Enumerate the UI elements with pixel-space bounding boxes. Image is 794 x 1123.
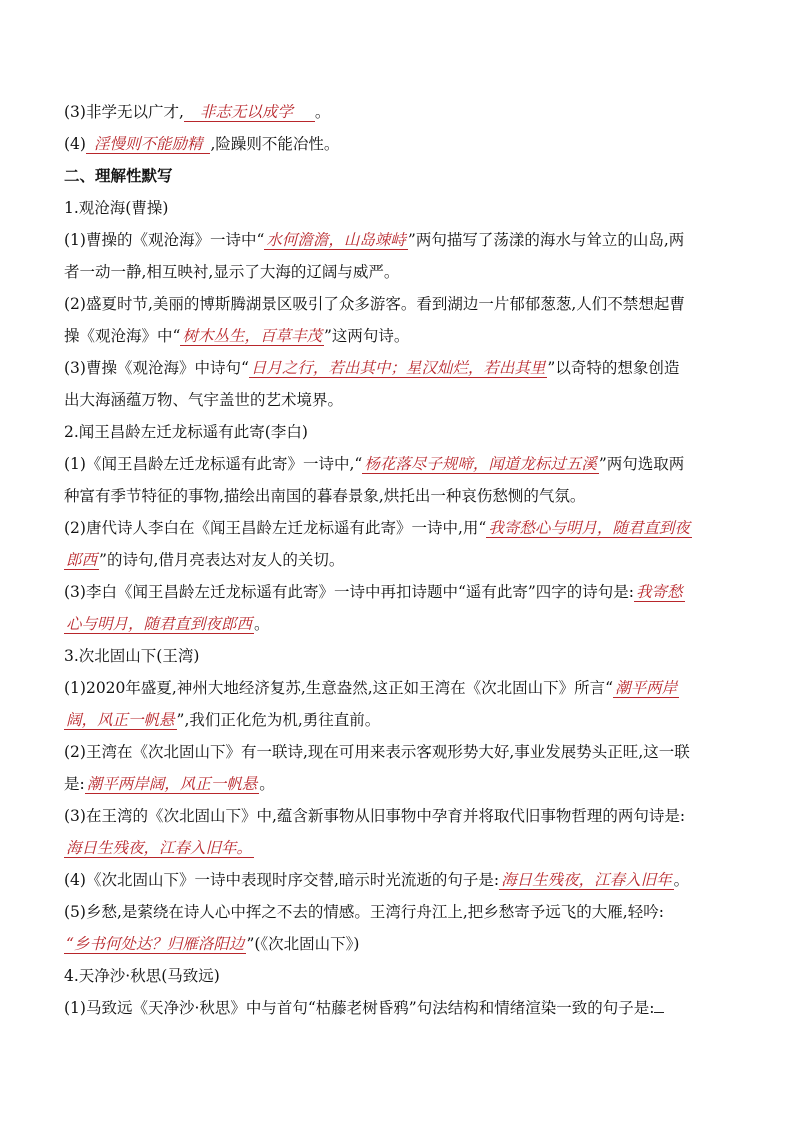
answer-blank: “乡书何处达？归雁洛阳边 [66, 935, 245, 953]
question-line: (3)李白《闻王昌龄左迁龙标遥有此寄》一诗中再扣诗题中“遥有此寄”四字的诗句是: 我寄愁 [64, 583, 683, 601]
section-heading: 二、理解性默写 [64, 166, 173, 185]
text-line: (5)乡愁,是萦绕在诗人心中挥之不去的情感。王湾行舟江上,把乡愁寄予远飞的大雁,轻吟: [64, 903, 664, 921]
answer-blank: 杨花落尽子规啼，闻道龙标过五溪 [364, 455, 597, 473]
question-line: 阔，风正一帆悬 ”,我们正化危为机,勇往直前。 [66, 711, 381, 729]
text-line: 种富有季节特征的事物,描绘出南国的暮春景象,烘托出一种哀伤愁恻的气氛。 [64, 487, 586, 505]
answer-blank: 潮平两岸 [615, 679, 678, 697]
answer-blank: 日月之行，若出其中；星汉灿烂，若出其里 [250, 359, 546, 377]
question-line: “乡书何处达？归雁洛阳边 ”(《次北固山下》) [66, 935, 360, 953]
question-line: 心与明月，随君直到夜郎西 。 [66, 615, 270, 633]
answer-blank [654, 1012, 664, 1013]
text-line: (3)在王湾的《次北固山下》中,蕴含新事物从旧事物中孕育并将取代旧事物哲理的两句诗是: [64, 807, 686, 825]
answer-blank: 海日生残夜，江春入旧年 [501, 871, 672, 889]
answer-blank: 水何澹澹，山岛竦峙 [266, 231, 406, 249]
question-line: (2)唐代诗人李白在《闻王昌龄左迁龙标遥有此寄》一诗中,用“ 我寄愁心与明月，随君直到夜 [64, 519, 690, 537]
question-line: (1)曹操的《观沧海》一诗中“ 水何澹澹，山岛竦峙 ”两句描写了荡漾的海水与耸立的山岛,两 [64, 231, 685, 249]
question-line: (1)2020年盛夏,神州大地经济复苏,生意盎然,这正如王湾在《次北固山下》所言“ 潮平两岸 [64, 679, 678, 697]
question-line: (3)曹操《观沧海》中诗句“ 日月之行，若出其中；星汉灿烂，若出其里 ”以奇特的想象创造 [64, 359, 680, 377]
answer-blank: 淫慢则不能励精 [86, 135, 211, 154]
text-line: (2)盛夏时节,美丽的博斯腾湖景区吸引了众多游客。看到湖边一片郁郁葱葱,人们不禁想起曹 [64, 295, 685, 313]
text-line: 者一动一静,相互映衬,显示了大海的辽阔与威严。 [64, 263, 400, 281]
answer-blank: 海日生残夜，江春入旧年。 [66, 839, 253, 857]
question-line: (1)马致远《天净沙·秋思》中与首句“枯藤老树昏鸦”句法结构和情绪渲染一致的句子是: [64, 998, 736, 1018]
answer-blank: 我寄愁心与明月，随君直到夜 [488, 519, 690, 537]
q4-line: (4) 淫慢则不能励精 ,险躁则不能冶性。 [64, 135, 340, 153]
question-line: 是: 潮平两岸阔，风正一帆悬 。 [64, 775, 275, 793]
text-line: (2)王湾在《次北固山下》有一联诗,现在可用来表示客观形势大好,事业发展势头正旺,这一联 [64, 743, 690, 761]
poem-heading: 3.次北固山下(王湾) [64, 647, 200, 665]
answer-blank: 郎西 [66, 551, 98, 569]
text-line: 出大海涵蕴万物、气宇盖世的艺术境界。 [64, 391, 344, 409]
answer-blank: 我寄愁 [636, 583, 683, 601]
question-line [64, 838, 736, 858]
question-line: (4)《次北固山下》一诗中表现时序交替,暗示时光流逝的句子是: 海日生残夜，江春入旧年 。 [64, 871, 690, 889]
poem-heading: 4.天净沙·秋思(马致远) [64, 967, 220, 985]
answer-blank: 非志无以成学 [184, 103, 315, 122]
answer-blank: 树木丛生，百草丰茂 [182, 327, 322, 345]
question-line: 操《观沧海》中“ 树木丛生，百草丰茂 ”这两句诗。 [64, 327, 410, 345]
poem-heading: 1.观沧海(曹操) [64, 199, 169, 217]
answer-blank: 阔，风正一帆悬 [66, 711, 175, 729]
question-line: (1)《闻王昌龄左迁龙标遥有此寄》一诗中,“ 杨花落尽子规啼，闻道龙标过五溪 ”两句选取两 [64, 455, 685, 473]
answer-blank: 潮平两岸阔，风正一帆悬 [86, 775, 258, 793]
poem-heading: 2.闻王昌龄左迁龙标遥有此寄(李白) [64, 423, 308, 441]
question-line: 郎西 ”的诗句,借月亮表达对友人的关切。 [66, 551, 345, 569]
answer-blank: 心与明月，随君直到夜郎西 [66, 615, 253, 633]
q3-line: (3)非学无以广才, 非志无以成学 。 [64, 103, 331, 121]
